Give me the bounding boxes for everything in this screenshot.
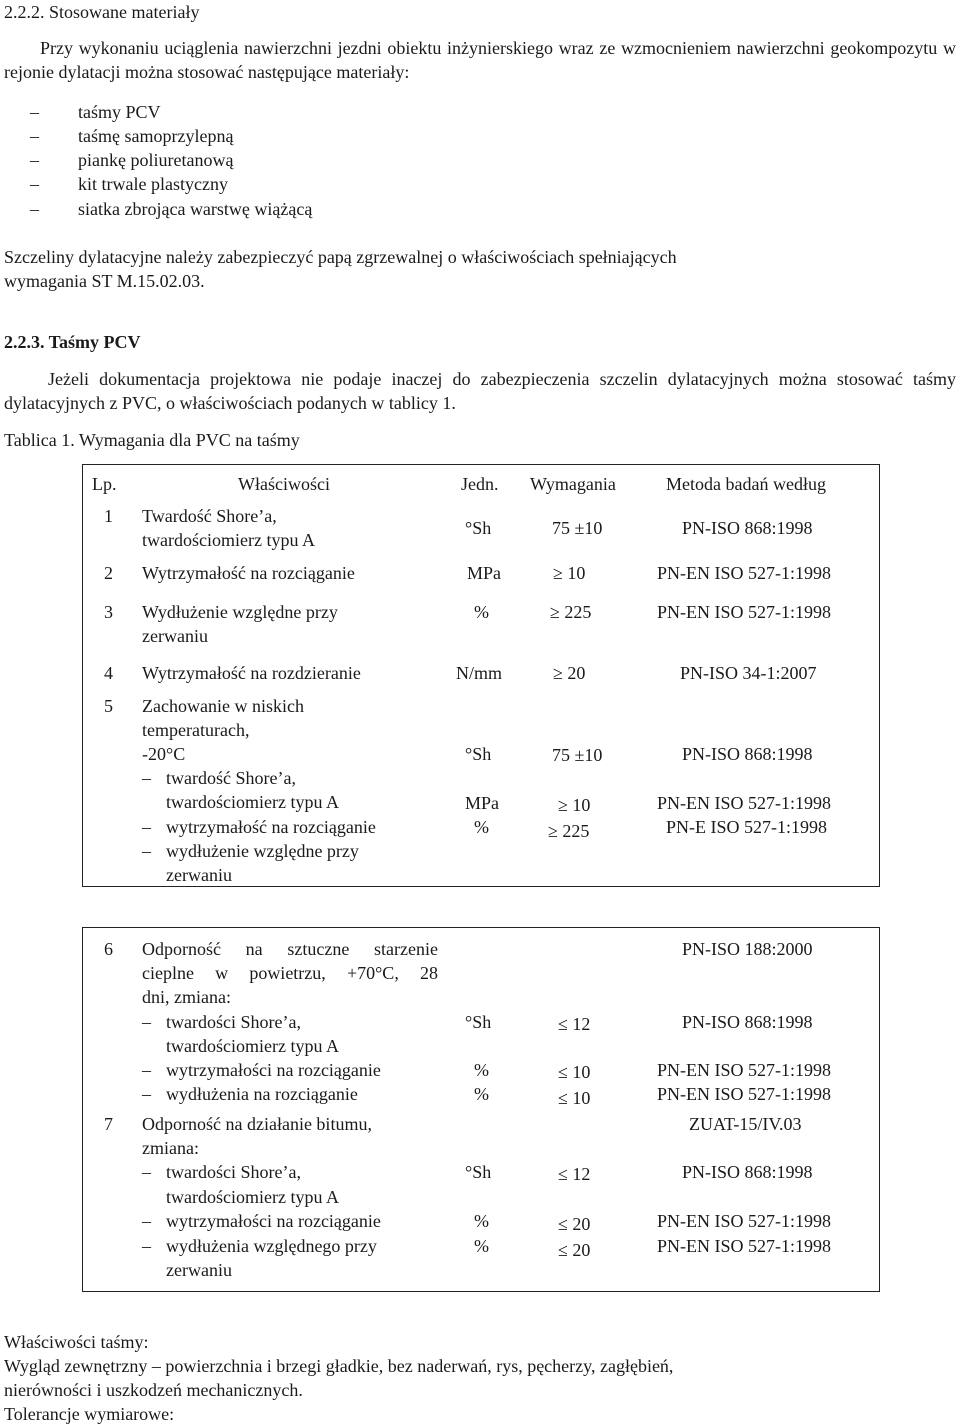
list-item: – taśmę samoprzylepną: [30, 126, 234, 146]
row-1-property: Twardość Shore’a,: [142, 506, 277, 526]
row-6-requirement-1: ≤ 12: [558, 1014, 591, 1034]
row-6-requirement-2: ≤ 10: [558, 1062, 591, 1082]
row-7-property-2: zmiana:: [142, 1138, 199, 1158]
row-2-unit: MPa: [467, 563, 502, 583]
row-6-method-3: PN-EN ISO 527-1:1998: [657, 1084, 831, 1104]
row-6-method-0: PN-ISO 188:2000: [682, 939, 813, 959]
row-7-requirement-2: ≤ 20: [558, 1214, 591, 1234]
row-6-property: Odporność na sztuczne starzenie: [142, 939, 438, 959]
row-4-requirement: ≥ 20: [553, 663, 586, 683]
row-7-method-1: PN-ISO 868:1998: [682, 1162, 813, 1182]
row-5-sub-3: – wydłużenie względne przy: [142, 841, 359, 861]
row-7-unit-1: °Sh: [465, 1162, 492, 1182]
row-7-requirement-3: ≤ 20: [558, 1240, 591, 1260]
row-1-lp: 1: [104, 506, 113, 526]
row-5-property: Zachowanie w niskich: [142, 696, 304, 716]
row-1-unit: °Sh: [465, 518, 492, 538]
row-2-lp: 2: [104, 563, 113, 583]
row-7-method-2: PN-EN ISO 527-1:1998: [657, 1211, 831, 1231]
section-heading: 2.2.2. Stosowane materiały: [4, 2, 200, 22]
row-5-method-2: PN-EN ISO 527-1:1998: [657, 793, 831, 813]
row-5-sub-1b: twardościomierz typu A: [166, 792, 339, 812]
row-7-requirement-1: ≤ 12: [558, 1164, 591, 1184]
row-5-property-2: temperaturach,: [142, 720, 250, 740]
header-unit: Jedn.: [461, 474, 499, 494]
row-6-sub-1: – twardości Shore’a,: [142, 1012, 301, 1032]
row-4-unit: N/mm: [456, 663, 503, 683]
row-5-unit-1: °Sh: [465, 744, 492, 764]
row-2-requirement: ≥ 10: [553, 563, 586, 583]
row-3-unit: %: [474, 602, 489, 622]
row-6-method-1: PN-ISO 868:1998: [682, 1012, 813, 1032]
row-6-lp: 6: [104, 939, 113, 959]
intro-paragraph: Przy wykonaniu uciąglenia nawierzchni jezdni obiektu inżynierskiego wraz ze wzmocnieniem nawierzchni geokompozytu w rejonie dylatacji można stosować następujące materiały:: [4, 38, 956, 82]
row-5-requirement-2: ≥ 10: [558, 795, 591, 815]
row-7-method-0: ZUAT-15/IV.03: [689, 1114, 802, 1134]
header-requirements: Wymagania: [530, 474, 616, 494]
row-7-sub-2: – wytrzymałości na rozciąganie: [142, 1211, 381, 1231]
row-5-requirement-3: ≥ 225: [548, 821, 590, 841]
row-5-requirement-1: 75 ±10: [552, 745, 603, 765]
footer-line-1: Wygląd zewnętrzny – powierzchnia i brzegi gładkie, bez naderwań, rys, pęcherzy, zagłębień,: [4, 1356, 674, 1376]
row-6-property-3: dni, zmiana:: [142, 987, 231, 1007]
row-7-property: Odporność na działanie bitumu,: [142, 1114, 372, 1134]
row-6-method-2: PN-EN ISO 527-1:1998: [657, 1060, 831, 1080]
row-3-requirement: ≥ 225: [550, 602, 592, 622]
row-6-property-2: cieplne w powietrzu, +70°C, 28: [142, 963, 438, 983]
footer-label: Właściwości taśmy:: [4, 1332, 149, 1352]
row-5-property-3: -20°C: [142, 744, 186, 764]
row-6-requirement-3: ≤ 10: [558, 1088, 591, 1108]
row-3-property: Wydłużenie względne przy: [142, 602, 338, 622]
header-lp: Lp.: [92, 474, 117, 494]
row-4-property: Wytrzymałość na rozdzieranie: [142, 663, 361, 683]
pvc-paragraph: Jeżeli dokumentacja projektowa nie podaje inaczej do zabezpieczenia szczelin dylatacyjnych można stosować taśmy dylatacyjnych z PVC, o właściwościach podanych w tablicy 1.: [4, 369, 956, 413]
footer-line-2: nierówności i uszkodzeń mechanicznych.: [4, 1380, 303, 1400]
row-7-sub-3: – wydłużenia względnego przy: [142, 1236, 377, 1256]
row-1-property-2: twardościomierz typu A: [142, 530, 315, 550]
row-1-method: PN-ISO 868:1998: [682, 518, 813, 538]
row-5-unit-3: %: [474, 817, 489, 837]
header-properties: Właściwości: [238, 474, 330, 494]
list-item: – kit trwale plastyczny: [30, 174, 228, 194]
list-item: – taśmy PCV: [30, 102, 161, 122]
header-method: Metoda badań według: [666, 474, 826, 494]
row-7-sub-3b: zerwaniu: [166, 1260, 232, 1280]
row-5-sub-2: – wytrzymałość na rozciąganie: [142, 817, 376, 837]
row-7-sub-1: – twardości Shore’a,: [142, 1162, 301, 1182]
row-6-unit-1: °Sh: [465, 1012, 492, 1032]
row-7-unit-3: %: [474, 1236, 489, 1256]
row-5-unit-2: MPa: [465, 793, 500, 813]
row-5-method-1: PN-ISO 868:1998: [682, 744, 813, 764]
row-3-property-2: zerwaniu: [142, 626, 208, 646]
row-6-sub-3: – wydłużenia na rozciąganie: [142, 1084, 358, 1104]
row-3-method: PN-EN ISO 527-1:1998: [657, 602, 831, 622]
row-3-lp: 3: [104, 602, 113, 622]
row-5-sub-1: – twardość Shore’a,: [142, 768, 296, 788]
row-1-requirement: 75 ±10: [552, 518, 603, 538]
row-2-method: PN-EN ISO 527-1:1998: [657, 563, 831, 583]
row-2-property: Wytrzymałość na rozciąganie: [142, 563, 355, 583]
row-6-sub-2: – wytrzymałości na rozciąganie: [142, 1060, 381, 1080]
row-6-sub-1b: twardościomierz typu A: [166, 1036, 339, 1056]
row-4-method: PN-ISO 34-1:2007: [680, 663, 817, 683]
joints-paragraph-line1: Szczeliny dylatacyjne należy zabezpieczyć papą zgrzewalnej o właściwościach spełniających: [4, 247, 677, 267]
joints-paragraph-line2: wymagania ST M.15.02.03.: [4, 271, 205, 291]
row-5-sub-3b: zerwaniu: [166, 865, 232, 885]
row-7-unit-2: %: [474, 1211, 489, 1231]
row-5-method-3: PN-E ISO 527-1:1998: [666, 817, 827, 837]
row-6-unit-3: %: [474, 1084, 489, 1104]
row-5-lp: 5: [104, 696, 113, 716]
list-item: – piankę poliuretanową: [30, 150, 234, 170]
subsection-heading: 2.2.3. Taśmy PCV: [4, 332, 141, 352]
row-7-sub-1b: twardościomierz typu A: [166, 1187, 339, 1207]
footer-label-2: Tolerancje wymiarowe:: [4, 1404, 175, 1424]
row-7-method-3: PN-EN ISO 527-1:1998: [657, 1236, 831, 1256]
table-caption: Tablica 1. Wymagania dla PVC na taśmy: [4, 430, 300, 450]
row-6-unit-2: %: [474, 1060, 489, 1080]
list-item: – siatka zbrojąca warstwę wiążącą: [30, 199, 313, 219]
row-4-lp: 4: [104, 663, 113, 683]
row-7-lp: 7: [104, 1114, 113, 1134]
